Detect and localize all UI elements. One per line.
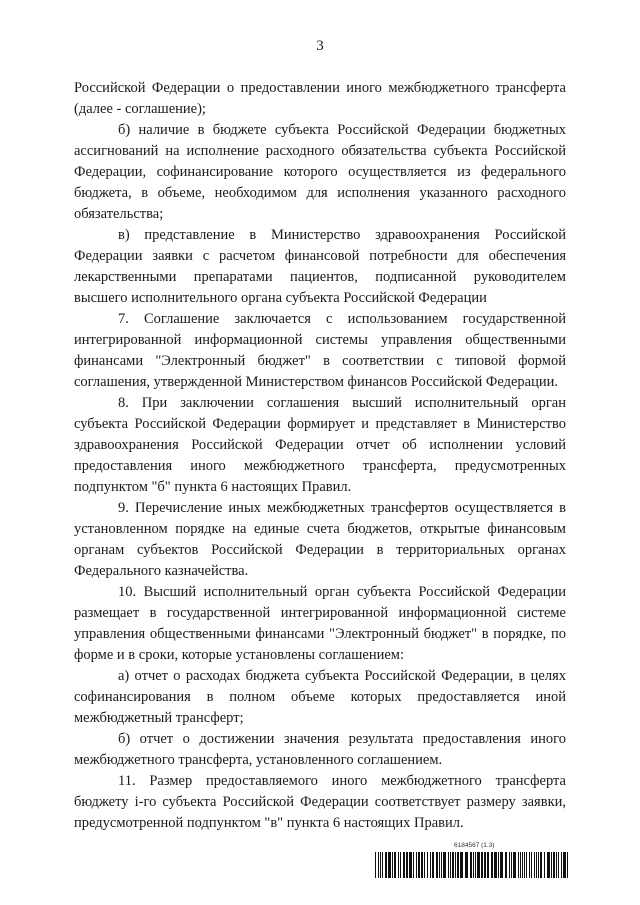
- barcode-bar: [406, 852, 408, 878]
- barcode-bar: [524, 852, 525, 878]
- barcode-bar: [403, 852, 405, 878]
- barcode-bar: [500, 852, 503, 878]
- barcode-bar: [511, 852, 512, 878]
- barcode-bar: [518, 852, 519, 878]
- barcode-bar: [380, 852, 381, 878]
- barcode-bar: [400, 852, 401, 878]
- barcode-bar: [505, 852, 507, 878]
- barcode-bar: [475, 852, 476, 878]
- barcode-bar: [553, 852, 555, 878]
- barcode-bar: [436, 852, 438, 878]
- barcode-bar: [513, 852, 516, 878]
- barcode-bar: [520, 852, 521, 878]
- paragraph-10: 10. Высший исполнительный орган субъекта Российской Федерации размещает в государственной интегрированной информационной системе управления общественными финансами "Электронный бюджет" в порядке, по форме и в сроки, которые установлены соглашением:: [74, 584, 566, 663]
- barcode-bar: [529, 852, 530, 878]
- barcode-icon: [375, 852, 569, 878]
- barcode-bar: [477, 852, 480, 878]
- barcode-bar: [394, 852, 396, 878]
- barcode-bar: [375, 852, 376, 878]
- barcode-bar: [413, 852, 414, 878]
- barcode-bar: [544, 852, 545, 878]
- paragraph-11: 11. Размер предоставляемого иного межбюджетного трансферта бюджету i-го субъекта Российской Федерации соответствует размеру заявки, предусмотренной подпунктом "в" пункта 6 настоящих Правил.: [74, 773, 566, 831]
- barcode-bar: [455, 852, 456, 878]
- barcode-bar: [494, 852, 497, 878]
- barcode-bar: [561, 852, 562, 878]
- barcode-bar: [491, 852, 493, 878]
- barcode-bar: [460, 852, 463, 878]
- barcode-bar: [473, 852, 474, 878]
- barcode-bar: [556, 852, 557, 878]
- barcode-bar: [398, 852, 399, 878]
- barcode-bar: [432, 852, 434, 878]
- barcode-bar: [484, 852, 486, 878]
- barcode-bar: [481, 852, 483, 878]
- paragraph-7: 7. Соглашение заключается с использованием государственной интегрированной информационной системы управления общественными финансами "Электронный бюджет" в соответствии с типовой формой соглашения, утвержденной Министерством финансов Российской Федерации.: [74, 311, 566, 390]
- paragraph-9: 9. Перечисление иных межбюджетных трансфертов осуществляется в установленном порядке на единые счета бюджетов, открытые финансовым органам субъектов Российской Федерации в территориальных органах Федерального казначейства.: [74, 500, 566, 579]
- barcode-bar: [457, 852, 459, 878]
- barcode-bar: [538, 852, 539, 878]
- barcode-bar: [418, 852, 420, 878]
- barcode-bar: [534, 852, 535, 878]
- barcode-bar: [470, 852, 472, 878]
- barcode-bar: [536, 852, 537, 878]
- barcode-bar: [416, 852, 417, 878]
- barcode-bar: [392, 852, 393, 878]
- document-code: 6184567 (1.3): [454, 842, 495, 849]
- barcode-bar: [563, 852, 566, 878]
- barcode-bar: [427, 852, 428, 878]
- barcode-bar: [430, 852, 431, 878]
- paragraph-10-subitem-a: а) отчет о расходах бюджета субъекта Российской Федерации, в целях софинансирования в полном объеме которых предоставляется иной межбюджетный трансферт;: [74, 668, 566, 726]
- barcode-bar: [452, 852, 454, 878]
- barcode-bar: [526, 852, 527, 878]
- barcode-bar: [567, 852, 568, 878]
- barcode-bar: [487, 852, 489, 878]
- barcode-bar: [388, 852, 391, 878]
- barcode-bar: [385, 852, 387, 878]
- barcode-bar: [498, 852, 499, 878]
- paragraph-10-subitem-b: б) отчет о достижении значения результата предоставления иного межбюджетного трансферта, установленного соглашением.: [74, 731, 566, 768]
- barcode-bar: [551, 852, 552, 878]
- paragraph-8: 8. При заключении соглашения высший исполнительный орган субъекта Российской Федерации формирует и представляет в Министерство здравоохранения Российской Федерации отчет об исполнении условий предоставления иного межбюджетного трансферта, предусмотренных подпунктом "б" пункта 6 настоящих Правил.: [74, 395, 566, 495]
- barcode-bar: [439, 852, 440, 878]
- barcode-bar: [443, 852, 446, 878]
- barcode-bar: [558, 852, 559, 878]
- barcode-bar: [441, 852, 442, 878]
- paragraph-continuation: Российской Федерации о предоставлении иного межбюджетного трансферта (далее - соглашение);: [74, 80, 566, 117]
- barcode-bar: [378, 852, 379, 878]
- barcode-bar: [409, 852, 412, 878]
- barcode-bar: [421, 852, 423, 878]
- barcode-bar: [465, 852, 468, 878]
- page-number: 3: [316, 38, 324, 54]
- paragraph-subitem-b: б) наличие в бюджете субъекта Российской Федерации бюджетных ассигнований на исполнение расходного обязательства субъекта Российской Федерации, софинансирование которого осуществляется из федерального бюджета, в объеме, необходимом для исполнения указанного расходного обязательства;: [74, 122, 566, 222]
- barcode-bar: [448, 852, 449, 878]
- barcode-bar: [540, 852, 542, 878]
- paragraph-subitem-v: в) представление в Министерство здравоохранения Российской Федерации заявки с расчетом финансовой потребности для обеспечения лекарственными препаратами пациентов, подписанной руководителем высшего исполнительного органа субъекта Российской Федерации: [74, 227, 566, 306]
- barcode-bar: [509, 852, 510, 878]
- barcode-bar: [547, 852, 550, 878]
- barcode-bar: [531, 852, 532, 878]
- barcode-bar: [382, 852, 383, 878]
- barcode-bar: [424, 852, 425, 878]
- barcode-bar: [450, 852, 451, 878]
- barcode-bar: [522, 852, 523, 878]
- document-body: [74, 78, 566, 834]
